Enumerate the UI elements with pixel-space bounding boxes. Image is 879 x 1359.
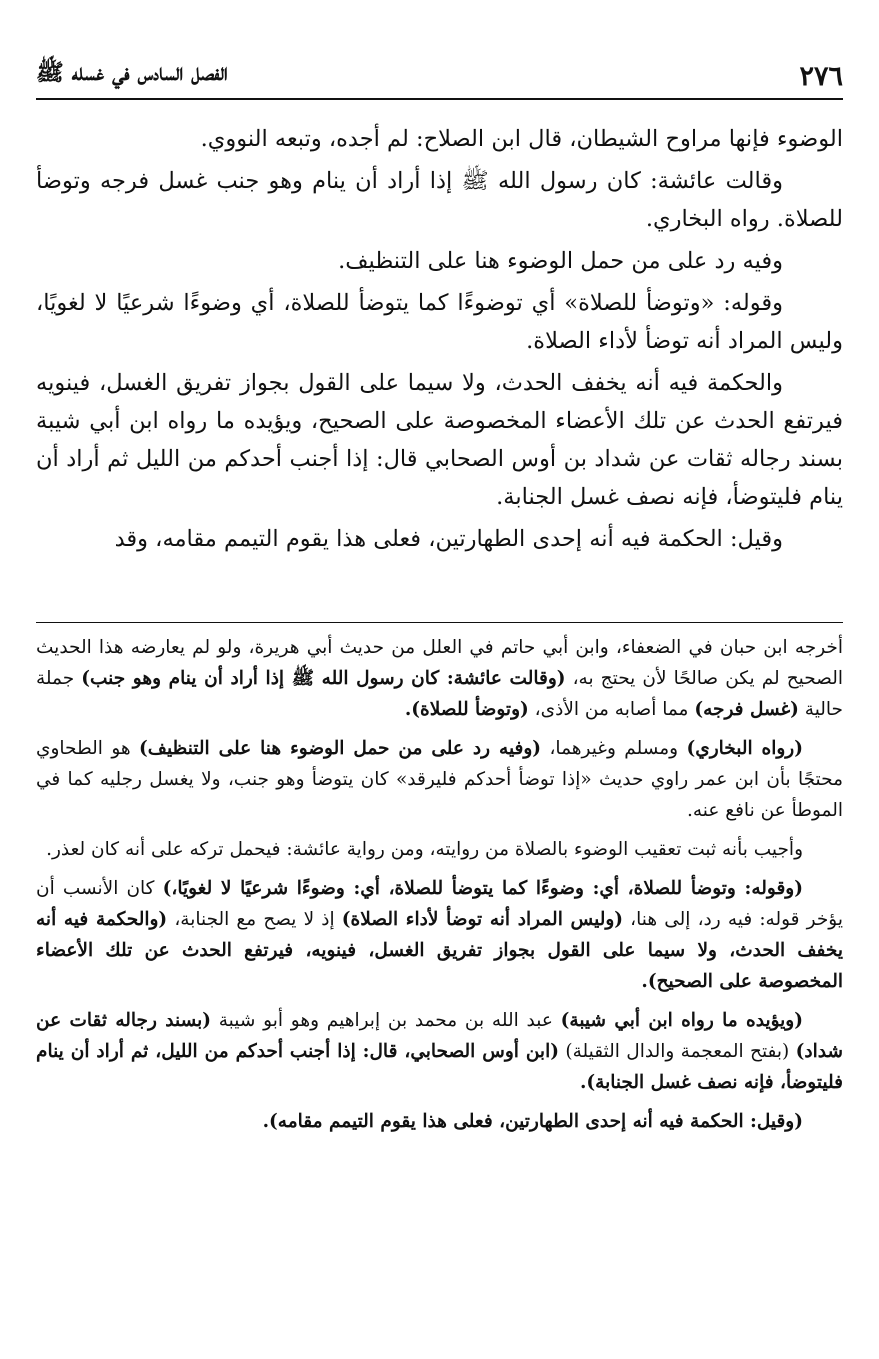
commentary-paragraph: [36, 733, 843, 826]
quoted-text: (والحكمة فيه أنه يخفف الحدث، ولا سيما على القول بجواز تفريق الغسل، فينويه، فيرتفع الحدث عن تلك الأعضاء المخصوصة على الصحيح).: [36, 909, 843, 992]
commentary-paragraph: (وقيل: الحكمة فيه أنه إحدى الطهارتين، فعلى هذا يقوم التيمم مقامه).: [262, 1111, 803, 1132]
main-paragraph: الوضوء فإنها مراوح الشيطان، قال ابن الصلاح: لم أجده، وتبعه النووي.: [200, 126, 843, 152]
commentary-text: كان الأنسب أن يؤخر قوله: فيه رد، إلى هنا،: [36, 878, 843, 930]
page-header: [36, 52, 843, 100]
quoted-text: (ابن أوس الصحابي، قال: إذا أجنب أحدكم من الليل، ثم أراد أن ينام فليتوضأ، فإنه نصف غسل الجنابة).: [36, 1041, 843, 1093]
main-paragraph: وقيل: الحكمة فيه أنه إحدى الطهارتين، فعلى هذا يقوم التيمم مقامه، وقد: [114, 526, 783, 552]
main-paragraph: وقالت عائشة: كان رسول الله ﷺ إذا أراد أن ينام وهو جنب غسل فرجه وتوضأ للصلاة. رواه البخاري.: [36, 168, 843, 232]
footnote-separator: [36, 622, 843, 623]
commentary-text: هو الطحاوي محتجًا بأن ابن عمر راوي حديث «إذا توضأ أحدكم فليرقد» كان يتوضأ وهو جنب، ولا يغسل رجليه كما في الموطأ عن نافع عنه.: [36, 738, 843, 821]
quoted-text: (غسل فرجه): [694, 699, 799, 720]
main-paragraph: وفيه رد على من حمل الوضوء هنا على التنظيف.: [338, 248, 783, 274]
commentary-paragraph: [36, 1005, 843, 1098]
commentary-text: ومسلم وغيرهما،: [541, 738, 687, 759]
commentary-text: جملة حالية: [36, 668, 843, 720]
quoted-text: (وقالت عائشة: كان رسول الله ﷺ إذا أراد أن ينام وهو جنب): [81, 668, 566, 689]
quoted-text: (رواه البخاري): [686, 738, 803, 759]
main-text: [36, 120, 843, 562]
quoted-text: (وتوضأ للصلاة).: [404, 699, 529, 720]
commentary-text: عبد الله بن محمد بن إبراهيم وهو أبو شيبة: [210, 1010, 561, 1031]
quoted-text: (ويؤيده ما رواه ابن أبي شيبة): [560, 1010, 803, 1031]
commentary-text: أخرجه ابن حبان في الضعفاء، وابن أبي حاتم في العلل من حديث أبي هريرة، ولو لم يعارضه هذا الحديث الصحيح لم يكن صالحًا لأن يحتج به،: [36, 637, 844, 689]
commentary-paragraph: وأجيب بأنه ثبت تعقيب الوضوء بالصلاة من روايته، ومن رواية عائشة: فيحمل تركه على أنه كان لعذر.: [46, 839, 803, 860]
main-paragraph: والحكمة فيه أنه يخفف الحدث، ولا سيما على القول بجواز تفريق الغسل، فينويه فيرتفع الحدث عن تلك الأعضاء المخصوصة على الصحيح، ويؤيده ما رواه ابن أبي شيبة بسند رجاله ثقات عن شداد بن أوس الصحابي قال: إذا أجنب أحدكم من الليل ثم أراد أن ينام فليتوضأ، فإنه نصف غسل الجنابة.: [36, 370, 843, 510]
quoted-text: (وفيه رد على من حمل الوضوء هنا على التنظيف): [139, 738, 542, 759]
commentary-paragraph: [36, 873, 843, 997]
commentary-text: مما أصابه من الأذى،: [528, 699, 695, 720]
chapter-title: الفصل السادس في غسله ﷺ: [36, 59, 228, 86]
quoted-text: (بسند رجاله ثقات عن شداد): [36, 1010, 843, 1062]
page-number: ٢٧٦: [799, 61, 843, 92]
quoted-text: (وليس المراد أنه توضأ لأداء الصلاة): [341, 909, 624, 930]
quoted-text: (وقوله: وتوضأ للصلاة، أي: وضوءًا كما يتوضأ للصلاة، أي: وضوءًا شرعيًا لا لغويًا،): [162, 878, 803, 899]
commentary-paragraph: [36, 632, 843, 725]
commentary-text: (بفتح المعجمة والدال الثقيلة): [558, 1041, 796, 1062]
commentary: [36, 632, 843, 1145]
main-paragraph: وقوله: «وتوضأ للصلاة» أي توضوءًا كما يتوضأ للصلاة، أي وضوءًا شرعيًا لا لغويًا، وليس المراد أنه توضأ لأداء الصلاة.: [36, 290, 843, 354]
commentary-text: إذ لا يصح مع الجنابة،: [167, 909, 342, 930]
